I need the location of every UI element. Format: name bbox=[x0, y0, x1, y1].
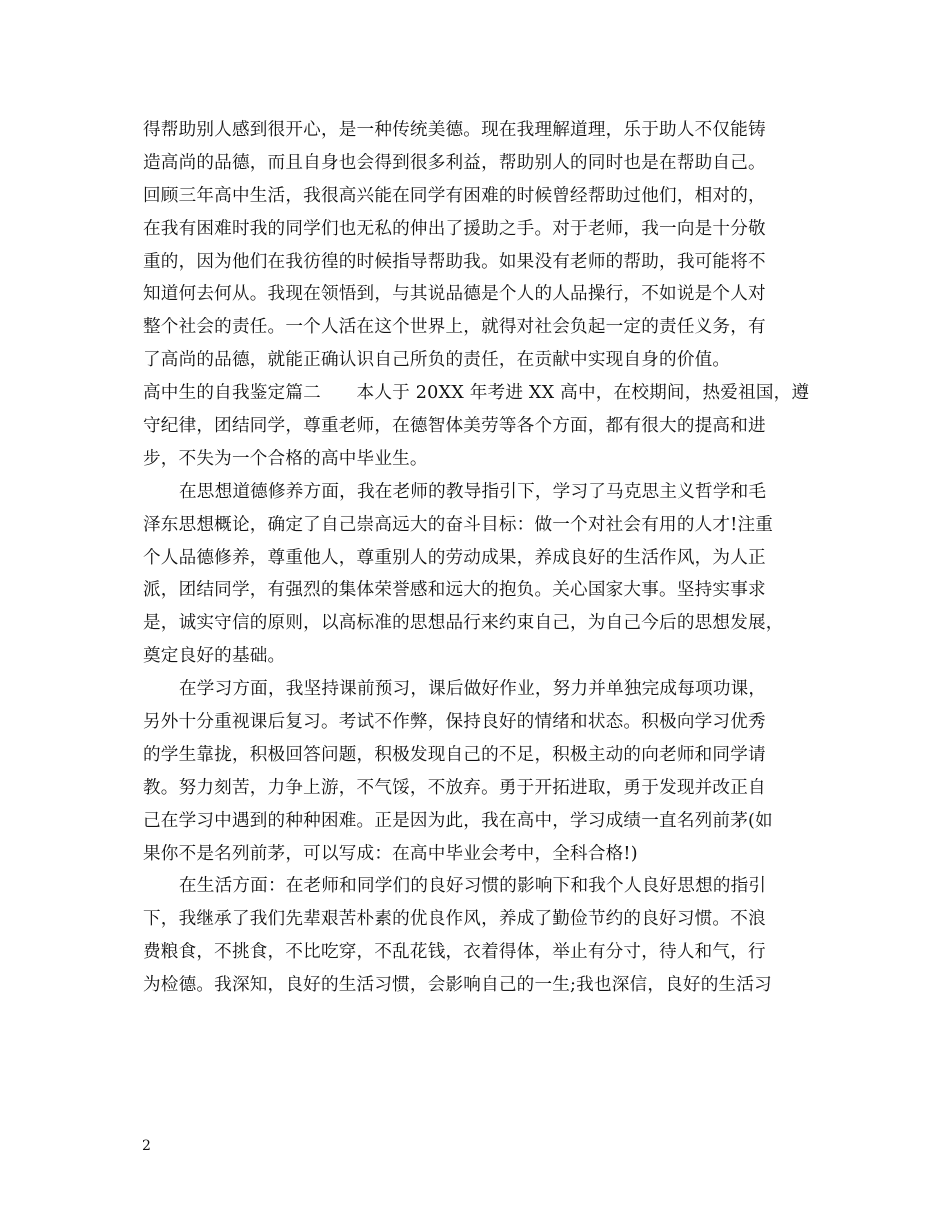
text-line: 造高尚的品德，而且自身也会得到很多利益，帮助别人的同时也是在帮助自己。 bbox=[143, 152, 766, 173]
document-body bbox=[143, 114, 823, 1002]
paragraph-first-line: 在思想道德修养方面，我在老师的教导指引下，学习了马克思主义哲学和毛 bbox=[179, 481, 767, 502]
paragraph-first-line: 在生活方面：在老师和同学们的良好习惯的影响下和我个人良好思想的指引 bbox=[179, 876, 767, 897]
text-line: 回顾三年高中生活，我很高兴能在同学有困难的时候曾经帮助过他们，相对的， bbox=[143, 185, 766, 206]
page-number: 2 bbox=[142, 1138, 151, 1154]
text-line: 教。努力刻苦，力争上游，不气馁，不放弃。勇于开拓进取，勇于发现并改正自 bbox=[143, 777, 766, 798]
text-line: 为检德。我深知，良好的生活习惯，会影响自己的一生;我也深信，良好的生活习 bbox=[143, 975, 772, 996]
text-line: 己在学习中遇到的种种困难。正是因为此，我在高中，学习成绩一直名列前茅(如 bbox=[143, 810, 773, 831]
text-line: 个人品德修养，尊重他人，尊重别人的劳动成果，养成良好的生活作风，为人正 bbox=[143, 547, 766, 568]
text-line: 另外十分重视课后复习。考试不作弊，保持良好的情绪和状态。积极向学习优秀 bbox=[143, 712, 766, 733]
text-line: 了高尚的品德，就能正确认识自己所负的责任，在贡献中实现自身的价值。 bbox=[143, 350, 731, 371]
text-line: 得帮助别人感到很开心，是一种传统美德。现在我理解道理，乐于助人不仅能铸 bbox=[143, 120, 766, 140]
text-line: 整个社会的责任。一个人活在这个世界上，就得对社会负起一定的责任义务，有 bbox=[143, 317, 766, 338]
text-line: 果你不是名列前茅，可以写成：在高中毕业会考中，全科合格!) bbox=[143, 843, 638, 864]
text-line: 奠定良好的基础。 bbox=[143, 646, 286, 667]
paragraph-first-line: 在学习方面，我坚持课前预习，课后做好作业，努力并单独完成每项功课， bbox=[179, 679, 767, 700]
text-line: 知道何去何从。我现在领悟到，与其说品德是个人的人品操行，不如说是个人对 bbox=[143, 284, 766, 305]
text-line: 步，不失为一个合格的高中毕业生。 bbox=[143, 448, 428, 469]
text-line: 泽东思想概论，确定了自己崇高远大的奋斗目标：做一个对社会有用的人才!注重 bbox=[143, 514, 774, 535]
text-line: 高中生的自我鉴定篇二 本人于 20XX 年考进 XX 高中，在校期间，热爱祖国，遵 bbox=[143, 383, 810, 404]
text-line: 在我有困难时我的同学们也无私的伸出了援助之手。对于老师，我一向是十分敬 bbox=[143, 218, 766, 239]
text-line: 派，团结同学，有强烈的集体荣誉感和远大的抱负。关心国家大事。坚持实事求 bbox=[143, 580, 766, 601]
text-line: 的学生靠拢，积极回答问题，积极发现自己的不足，积极主动的向老师和同学请 bbox=[143, 744, 766, 765]
text-line: 是，诚实守信的原则，以高标准的思想品行来约束自己，为自己今后的思想发展， bbox=[143, 613, 784, 634]
text-line: 守纪律，团结同学，尊重老师，在德智体美劳等各个方面，都有很大的提高和进 bbox=[143, 416, 766, 437]
text-line: 费粮食，不挑食，不比吃穿，不乱花钱，衣着得体，举止有分寸，待人和气，行 bbox=[143, 942, 766, 963]
text-line: 重的，因为他们在我彷徨的时候指导帮助我。如果没有老师的帮助，我可能将不 bbox=[143, 251, 766, 272]
text-line: 下，我继承了我们先辈艰苦朴素的优良作风，养成了勤俭节约的良好习惯。不浪 bbox=[143, 909, 766, 930]
